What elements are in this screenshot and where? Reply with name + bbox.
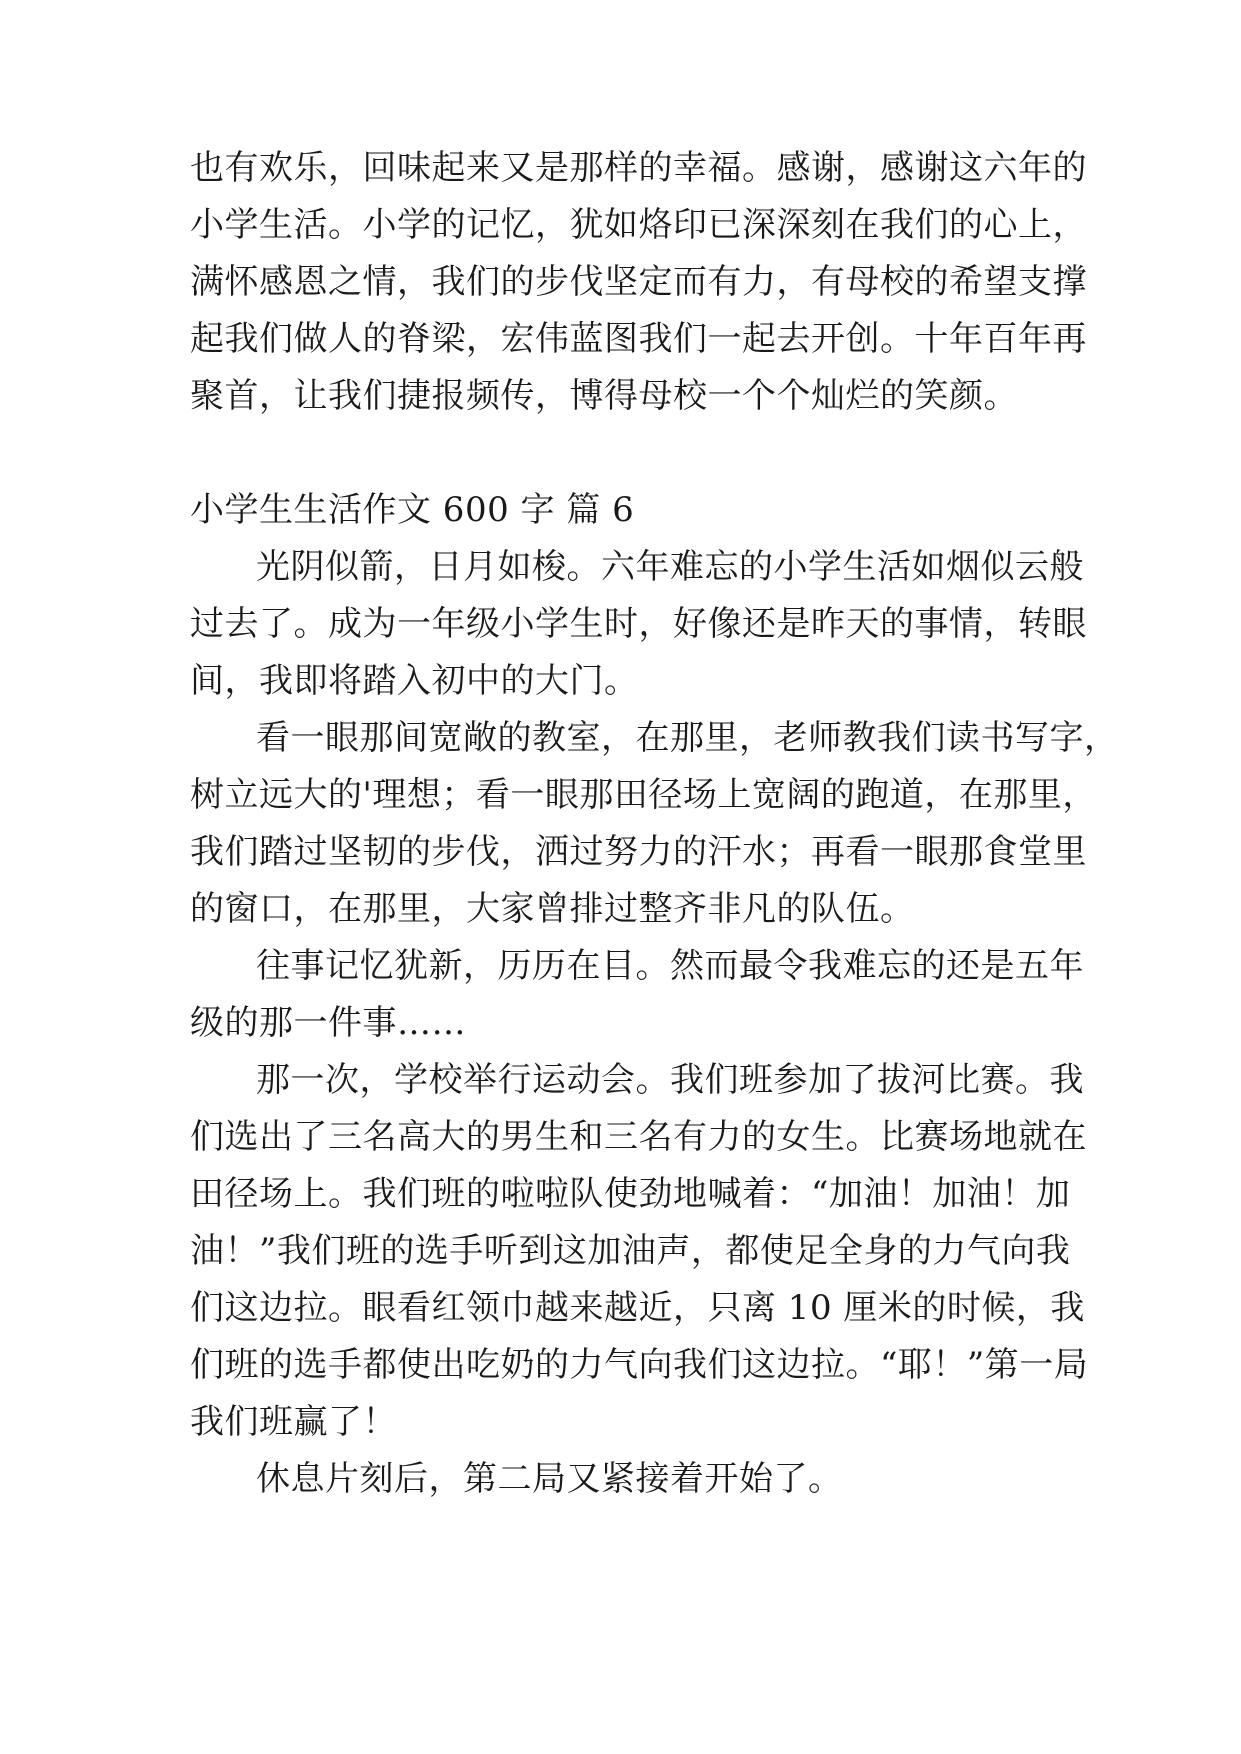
paragraph-line: 间，我即将踏入初中的大门。 — [190, 661, 639, 701]
text-line: 聚首，让我们捷报频传，博得母校一个个灿烂的笑颜。 — [190, 376, 1018, 416]
paragraph-line: 往事记忆犹新，历历在目。然而最令我难忘的还是五年 — [256, 946, 1084, 986]
paragraph-line: 休息片刻后，第二局又紧接着开始了。 — [256, 1459, 843, 1499]
paragraph-line: 我们班赢了！ — [190, 1402, 397, 1442]
paragraph-line: 们选出了三名高大的男生和三名有力的女生。比赛场地就在 — [190, 1117, 1087, 1157]
text-line: 起我们做人的脊梁，宏伟蓝图我们一起去开创。十年百年再 — [190, 319, 1087, 359]
paragraph-line: 看一眼那间宽敞的教室，在那里，老师教我们读书写字， — [256, 718, 1119, 758]
text-line: 也有欢乐，回味起来又是那样的幸福。感谢，感谢这六年的 — [190, 148, 1087, 188]
paragraph-line: 们这边拉。眼看红领巾越来越近，只离 10 厘米的时候，我 — [190, 1288, 1085, 1328]
paragraph-line: 的窗口，在那里，大家曾排过整齐非凡的队伍。 — [190, 889, 915, 929]
text-line: 满怀感恩之情，我们的步伐坚定而有力，有母校的希望支撑 — [190, 262, 1087, 302]
paragraph-line: 过去了。成为一年级小学生时，好像还是昨天的事情，转眼 — [190, 604, 1087, 644]
paragraph-line: 树立远大的'理想；看一眼那田径场上宽阔的跑道，在那里， — [190, 775, 1097, 815]
paragraph-line: 田径场上。我们班的啦啦队使劲地喊着：“加油！加油！加 — [190, 1174, 1071, 1214]
paragraph-line: 们班的选手都使出吃奶的力气向我们这边拉。“耶！”第一局 — [190, 1345, 1089, 1385]
paragraph-line: 油！”我们班的选手听到这加油声，都使足全身的力气向我 — [190, 1231, 1071, 1271]
paragraph-line: 我们踏过坚韧的步伐，洒过努力的汗水；再看一眼那食堂里 — [190, 832, 1087, 872]
text-line: 小学生活。小学的记忆，犹如烙印已深深刻在我们的心上， — [190, 205, 1087, 245]
paragraph-line: 级的那一件事…… — [190, 1003, 466, 1043]
paragraph-line: 光阴似箭，日月如梭。六年难忘的小学生活如烟似云般 — [256, 547, 1084, 587]
paragraph-line: 那一次，学校举行运动会。我们班参加了拔河比赛。我 — [256, 1060, 1084, 1100]
section-heading: 小学生生活作文 600 字 篇 6 — [190, 490, 635, 530]
